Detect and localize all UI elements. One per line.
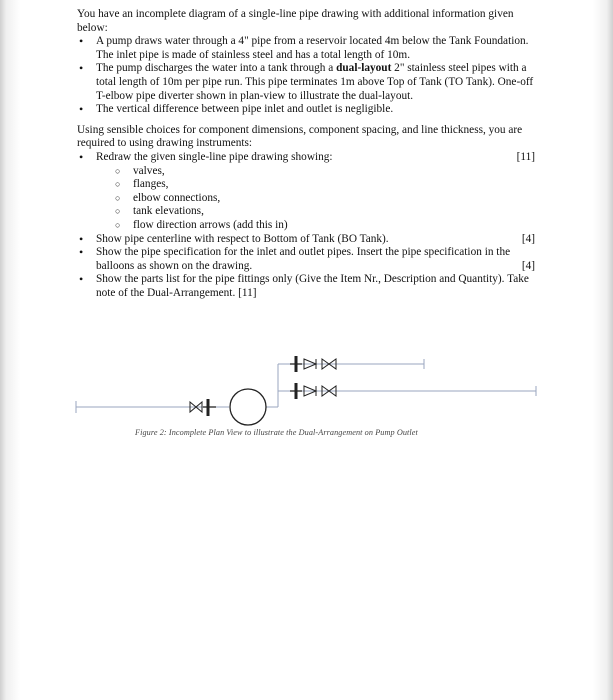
inlet-flange-symbol [203, 399, 216, 416]
subitem-text: flanges, [133, 178, 169, 191]
subitem-text: valves, [133, 164, 165, 177]
top-branch-flange-symbol [290, 356, 302, 372]
task-1-marks: [11] [516, 150, 535, 163]
pump-symbol [230, 389, 266, 425]
info-bullet-1-text: A pump draws water through a 4" pipe from a reservoir located 4m below the Tank Foundation. The inlet pipe is made of stainless steel and has a total length of 10m. [96, 35, 529, 61]
task-4-text: Show the parts list for the pipe fittings only (Give the Item Nr., Description and Quantity). Take note of the Dual-Arrangement. [11] [96, 273, 529, 299]
subitem-text: flow direction arrows (add this in) [133, 218, 288, 231]
info-bullet-3-text: The vertical difference between pipe inlet and outlet is negligible. [96, 103, 394, 116]
info-bullet-2-post: 2" stainless steel pipes with a total length of 10m per pipe run. This pipe terminates 1m above Top of Tank (TO Tank). One-off T-elbow pipe diverter shown in plan-view to illustrate the dual-layout. [96, 62, 534, 102]
info-bullet-2-pre: The pump discharges the water into a tank through a [96, 62, 337, 75]
task-2-marks: [4] [521, 232, 535, 245]
instructions-text: Using sensible choices for component dimensions, component spacing, and line thickness, you are required to using drawing instruments: [77, 123, 523, 150]
task-1-text: Redraw the given single-line pipe drawing showing: [96, 150, 333, 163]
figure-caption: Figure 2: Incomplete Plan View to illustrate the Dual-Arrangement on Pump Outlet [135, 428, 418, 437]
info-bullet-2-bold: dual-layout [336, 62, 392, 75]
pipe-lines [76, 359, 536, 413]
subitem-text: tank elevations, [133, 205, 204, 218]
task-3-marks: [4] [521, 259, 535, 272]
task-3-text: Show the pipe specification for the inlet and outlet pipes. Insert the pipe specification in the balloons as shown on the drawing. [96, 246, 511, 272]
intro-text: You have an incomplete diagram of a single-line pipe drawing with additional information given below: [77, 8, 514, 34]
bottom-branch-flange-symbol [290, 383, 302, 399]
subitem-text: elbow connections, [133, 191, 221, 204]
task-2-text: Show pipe centerline with respect to Bottom of Tank (BO Tank). [96, 232, 389, 245]
